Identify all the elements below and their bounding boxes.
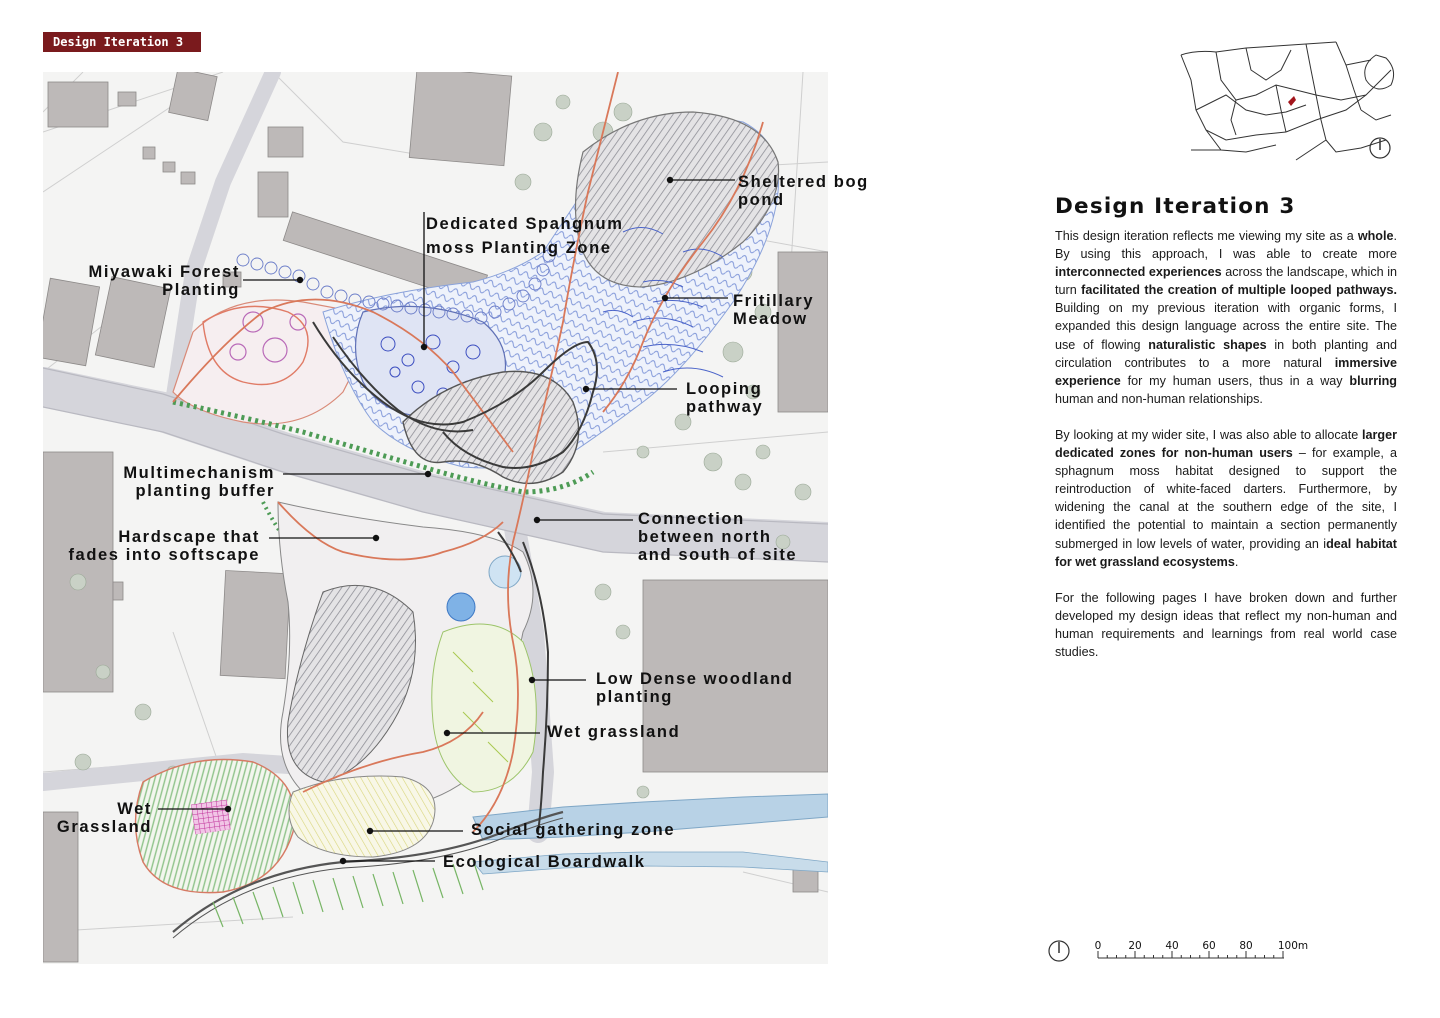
text-run: For the following pages I have broken down and further developed my design ideas that reflect my non-human and human requirements and learnings from real world case studies.	[1055, 590, 1397, 659]
label-fritillary-meadow: Fritillary Meadow	[733, 292, 815, 328]
text-run: Building on my previous iteration with organic forms, I expanded this design language across the entire site. The use of flowing	[1055, 301, 1397, 352]
scale-label: 40	[1165, 940, 1179, 952]
scale-label: 60	[1202, 940, 1216, 952]
text-run: across the landscape, which in turn	[1055, 265, 1397, 298]
text-run: – for example, a sphagnum moss habitat designed to support the reintroduction of white-faced darters. Furthermore, by widening the canal at the southern edge of the site, I identified the potential to maintain a section permanently submerged in low levels of water, providing an i	[1055, 446, 1397, 551]
label-multimechanism-buffer: Multimechanism planting buffer	[123, 464, 275, 500]
bold-text: naturalistic shapes	[1148, 337, 1267, 352]
body-text	[1055, 227, 1397, 679]
label-wet-grassland-mid: Wet grassland	[547, 723, 681, 741]
label-sphagnum-zone: Dedicated Spahgnum moss Planting Zone	[426, 215, 624, 257]
label-wet-grassland-sw: Wet Grassland	[56, 800, 152, 836]
text-run: By looking at my wider site, I was also able to allocate	[1055, 427, 1362, 442]
scale-label: 20	[1128, 940, 1142, 952]
label-social-gathering: Social gathering zone	[471, 821, 676, 839]
bold-text: deal habitat for wet grassland ecosystems	[1055, 536, 1397, 569]
scale-label: 100m	[1277, 940, 1309, 952]
label-miyawaki-forest: Miyawaki Forest Planting	[88, 263, 240, 299]
text-run: This design iteration reflects me viewing my site as a	[1055, 229, 1358, 243]
label-hardscape: Hardscape that fades into softscape	[68, 528, 260, 564]
body-paragraph	[1055, 227, 1397, 408]
north-arrow-icon	[1370, 138, 1390, 158]
scale-label: 0	[1094, 940, 1102, 952]
text-run: . By using this approach, I was able to create more	[1055, 229, 1397, 262]
page-tag: Design Iteration 3	[43, 32, 201, 52]
bold-text: larger dedicated zones for non-human users	[1055, 427, 1397, 461]
bold-text: immersive experience	[1055, 355, 1397, 388]
label-ecological-boardwalk: Ecological Boardwalk	[443, 853, 646, 871]
bold-text: interconnected experiences	[1055, 265, 1222, 280]
label-connection: Connection between north and south of site	[638, 510, 798, 564]
bold-text: whole	[1357, 229, 1394, 243]
text-run: human and non-human relationships.	[1055, 391, 1263, 406]
label-looping-pathway: Looping pathway	[686, 380, 764, 416]
body-paragraph	[1055, 426, 1397, 571]
label-low-dense-woodland: Low Dense woodland planting	[596, 670, 794, 706]
label-sheltered-bog-pond: Sheltered bog pond	[738, 173, 869, 209]
text-run: .	[1234, 554, 1239, 569]
bold-text: facilitated the creation of multiple looped pathways.	[1081, 283, 1397, 298]
section-title: Design Iteration 3	[1055, 194, 1296, 219]
text-run: in both planting and circulation contributes to a more natural	[1055, 337, 1398, 370]
bold-text: blurring	[1349, 373, 1397, 388]
body-paragraph	[1055, 589, 1397, 661]
text-run: for my human users, thus in a way	[1120, 373, 1350, 388]
north-arrow-icon	[1049, 941, 1069, 961]
location-inset-map	[1176, 40, 1401, 165]
scale-label: 80	[1239, 940, 1253, 952]
